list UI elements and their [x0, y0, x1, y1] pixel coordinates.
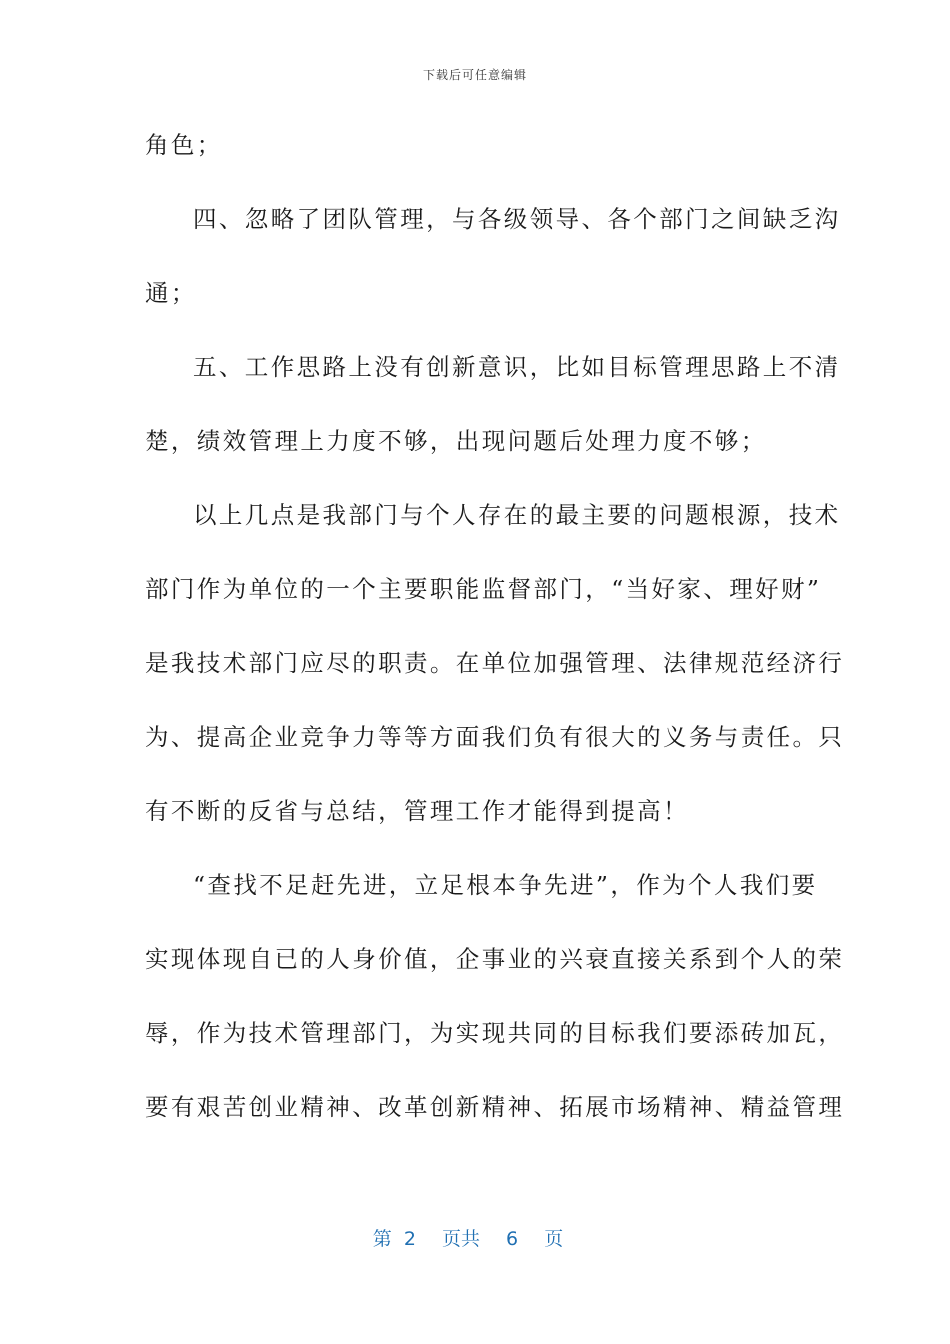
text-line: 要有艰苦创业精神、改革创新精神、拓展市场精神、精益管理 — [145, 1093, 845, 1121]
text-line: 楚，绩效管理上力度不够，出现问题后处理力度不够； — [145, 427, 767, 455]
total-pages-number: 6 — [506, 1228, 519, 1250]
page-header: 下载后可任意编辑 — [422, 68, 527, 82]
page-footer — [0, 1224, 950, 1251]
footer-prefix: 第 — [372, 1228, 392, 1250]
footer-middle: 页共 — [441, 1228, 480, 1250]
text-line: 通； — [145, 279, 197, 307]
text-line: 是我技术部门应尽的职责。在单位加强管理、法律规范经济行 — [145, 649, 845, 677]
text-line: 辱，作为技术管理部门，为实现共同的目标我们要添砖加瓦， — [145, 1019, 845, 1047]
footer-suffix: 页 — [544, 1228, 564, 1250]
text-line: 实现体现自已的人身价值，企事业的兴衰直接关系到个人的荣 — [145, 945, 845, 973]
text-line: 四、忽略了团队管理，与各级领导、各个部门之间缺乏沟 — [193, 205, 841, 233]
text-line: 为、提高企业竞争力等等方面我们负有很大的义务与责任。只 — [145, 723, 845, 751]
current-page-number: 2 — [403, 1228, 416, 1250]
text-line: 五、工作思路上没有创新意识，比如目标管理思路上不清 — [193, 353, 841, 381]
text-line: 角色； — [145, 131, 223, 159]
document-body — [145, 120, 845, 1156]
text-line: “查找不足赶先进，立足根本争先进”，作为个人我们要 — [193, 871, 818, 899]
text-line: 以上几点是我部门与个人存在的最主要的问题根源，技术 — [193, 501, 841, 529]
text-line: 有不断的反省与总结，管理工作才能得到提高！ — [145, 797, 689, 825]
text-line: 部门作为单位的一个主要职能监督部门，“当好家、理好财” — [145, 575, 822, 603]
